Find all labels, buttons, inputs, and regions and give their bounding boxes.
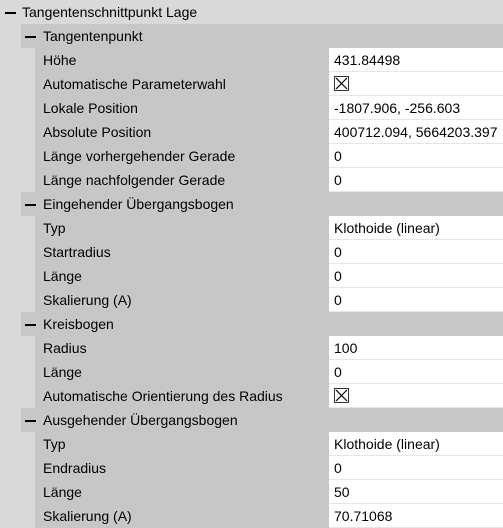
property-name: Skalierung (A) (35, 504, 329, 528)
property-row[interactable] (0, 504, 503, 528)
collapse-icon[interactable] (5, 7, 16, 18)
category-indent (0, 312, 21, 336)
property-name: Absolute Position (35, 120, 329, 144)
property-name: Typ (35, 432, 329, 456)
property-value-field[interactable]: 100 (329, 336, 503, 360)
property-name: Skalierung (A) (35, 288, 329, 312)
row-indent (0, 480, 35, 504)
category-ausgehender-uebergangsbogen[interactable] (0, 408, 503, 432)
row-indent (0, 240, 35, 264)
property-name: Endradius (35, 456, 329, 480)
property-name: Automatische Orientierung des Radius (35, 384, 329, 408)
collapse-icon[interactable] (25, 31, 36, 42)
property-value-field[interactable]: 0 (329, 288, 503, 312)
property-value-field[interactable] (329, 72, 503, 96)
property-value-field[interactable]: 0 (329, 360, 503, 384)
category-indent (0, 24, 21, 48)
property-value-field[interactable]: 400712.094, 5664203.397 (329, 120, 503, 144)
property-row[interactable] (0, 456, 503, 480)
category-label: Kreisbogen (43, 316, 114, 332)
property-row[interactable] (0, 168, 503, 192)
property-name: Automatische Parameterwahl (35, 72, 329, 96)
property-value-field[interactable]: 0 (329, 144, 503, 168)
category-label: Tangentenschnittpunkt Lage (22, 4, 198, 20)
row-indent (0, 96, 35, 120)
property-row[interactable] (0, 216, 503, 240)
row-indent (0, 456, 35, 480)
property-name: Länge (35, 264, 329, 288)
property-value-field[interactable]: 70.71068 (329, 504, 503, 528)
property-name: Länge nachfolgender Gerade (35, 168, 329, 192)
category-label: Eingehender Übergangsbogen (43, 196, 234, 212)
property-value-field[interactable]: Klothoide (linear) (329, 216, 503, 240)
property-row[interactable] (0, 360, 503, 384)
checkmark-x-icon (335, 77, 348, 90)
category-indent (0, 192, 21, 216)
row-indent (0, 384, 35, 408)
collapse-icon[interactable] (25, 415, 36, 426)
property-row[interactable] (0, 384, 503, 408)
row-indent (0, 72, 35, 96)
property-value-field[interactable] (329, 384, 503, 408)
property-name: Länge vorhergehender Gerade (35, 144, 329, 168)
property-row[interactable] (0, 432, 503, 456)
property-name: Höhe (35, 48, 329, 72)
property-row[interactable] (0, 48, 503, 72)
property-value-field[interactable]: 431.84498 (329, 48, 503, 72)
collapse-icon[interactable] (25, 319, 36, 330)
row-indent (0, 48, 35, 72)
category-indent (0, 408, 21, 432)
property-row[interactable] (0, 144, 503, 168)
property-value-field[interactable]: -1807.906, -256.603 (329, 96, 503, 120)
category-eingehender-uebergangsbogen[interactable] (0, 192, 503, 216)
property-name: Typ (35, 216, 329, 240)
checkmark-x-icon (335, 389, 348, 402)
row-indent (0, 336, 35, 360)
checkbox[interactable] (334, 76, 349, 91)
row-indent (0, 264, 35, 288)
property-row[interactable] (0, 336, 503, 360)
property-row[interactable] (0, 120, 503, 144)
category-label: Tangentenpunkt (43, 28, 143, 44)
category-label: Ausgehender Übergangsbogen (43, 412, 238, 428)
category-kreisbogen[interactable] (0, 312, 503, 336)
property-value-field[interactable]: 0 (329, 456, 503, 480)
property-row[interactable] (0, 288, 503, 312)
row-indent (0, 144, 35, 168)
property-value-field[interactable]: 0 (329, 240, 503, 264)
property-name: Lokale Position (35, 96, 329, 120)
row-indent (0, 432, 35, 456)
property-name: Startradius (35, 240, 329, 264)
row-indent (0, 288, 35, 312)
property-value-field[interactable]: Klothoide (linear) (329, 432, 503, 456)
row-indent (0, 168, 35, 192)
property-row[interactable] (0, 240, 503, 264)
row-indent (0, 120, 35, 144)
property-row[interactable] (0, 480, 503, 504)
property-row[interactable] (0, 96, 503, 120)
property-value-field[interactable]: 0 (329, 264, 503, 288)
category-root[interactable] (0, 0, 503, 24)
property-name: Radius (35, 336, 329, 360)
collapse-icon[interactable] (25, 199, 36, 210)
property-row[interactable] (0, 72, 503, 96)
property-name: Länge (35, 480, 329, 504)
category-tangentenpunkt[interactable] (0, 24, 503, 48)
property-row[interactable] (0, 264, 503, 288)
property-name: Länge (35, 360, 329, 384)
checkbox[interactable] (334, 388, 349, 403)
row-indent (0, 360, 35, 384)
row-indent (0, 216, 35, 240)
row-indent (0, 504, 35, 528)
property-value-field[interactable]: 0 (329, 168, 503, 192)
property-value-field[interactable]: 50 (329, 480, 503, 504)
